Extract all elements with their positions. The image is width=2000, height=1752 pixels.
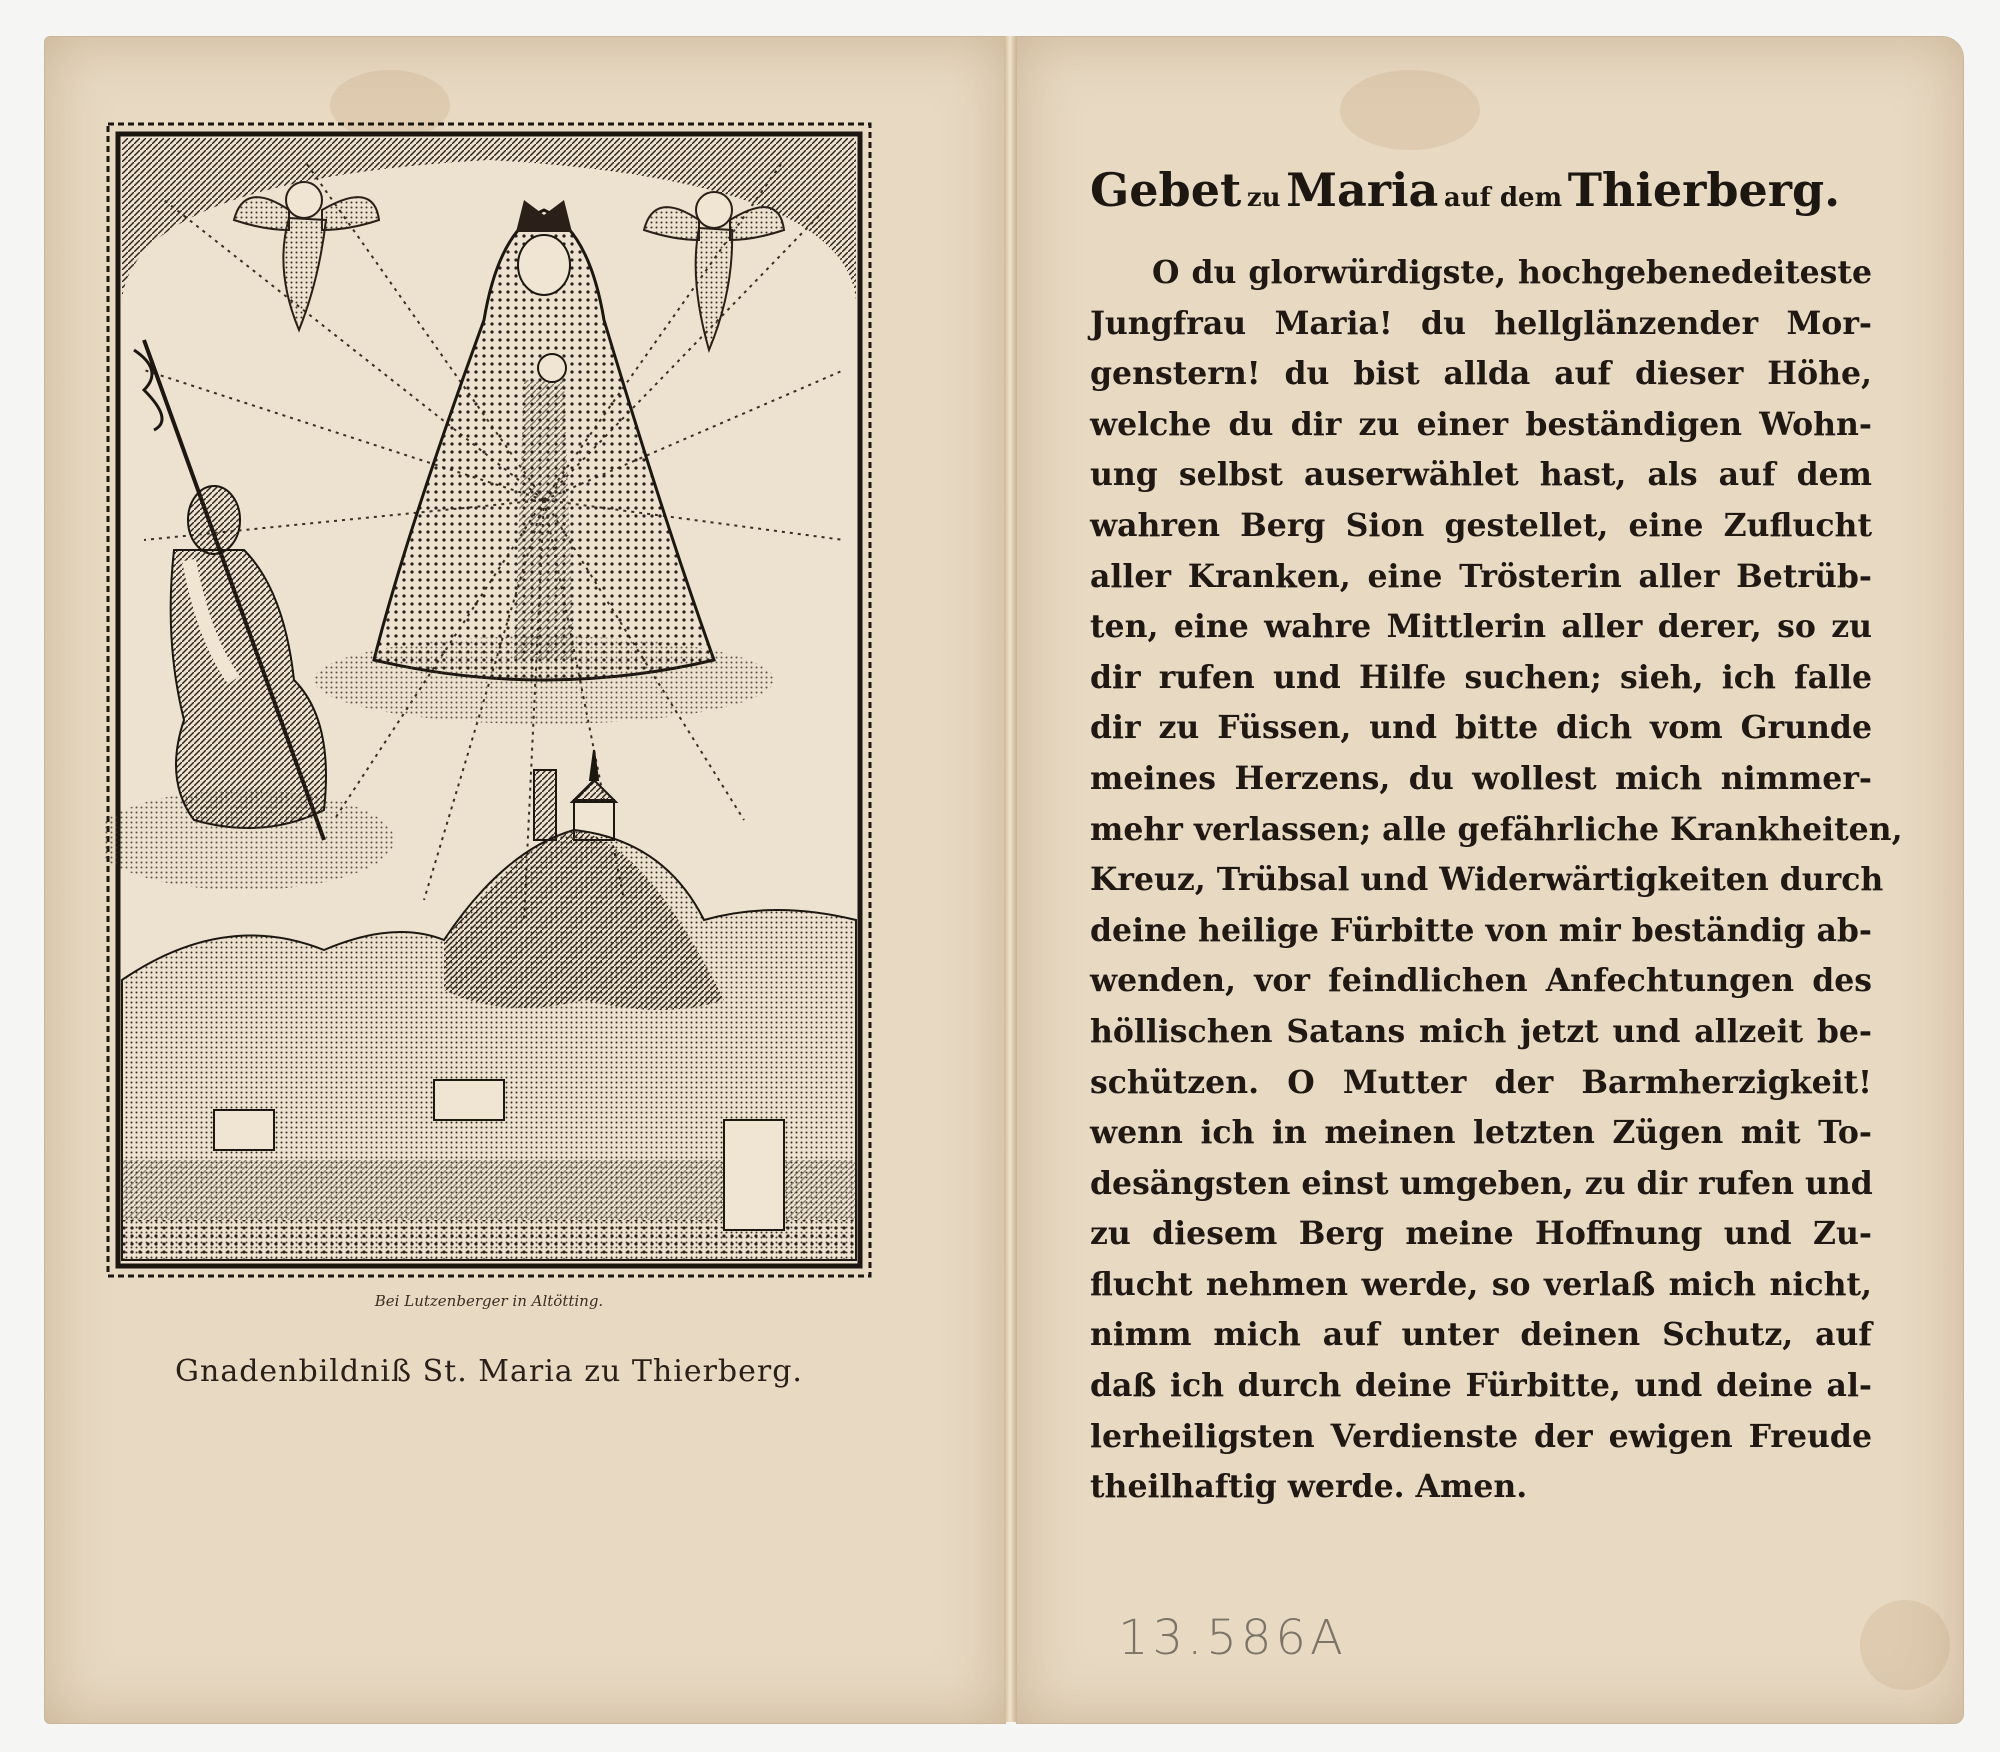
prayer-line: zu diesem Berg meine Hoffnung und Zu- (1090, 1215, 1872, 1253)
cloud (314, 636, 774, 724)
title-word: zu (1246, 183, 1281, 213)
prayer-line: deine heilige Fürbitte von mir beständig ab- (1090, 911, 1872, 949)
prayer-line: ten, eine wahre Mittlerin aller derer, so zu (1090, 608, 1872, 646)
image-caption: Gnadenbildniß St. Maria zu Thierberg. (175, 1354, 803, 1389)
title-word: Gebet (1090, 163, 1242, 217)
title-word: Thierberg. (1567, 163, 1841, 217)
title-word: auf dem (1443, 183, 1563, 213)
cloud (104, 790, 394, 890)
prayer-line: mehr verlassen; alle gefährliche Krankheiten, (1090, 810, 1903, 848)
prayer-line: wahren Berg Sion gestellet, eine Zuflucht (1090, 506, 1872, 544)
prayer-line: desängsten einst umgeben, zu dir rufen und (1090, 1164, 1873, 1202)
prayer-line: meines Herzens, du wollest mich nimmer- (1090, 759, 1872, 797)
prayer-line: Kreuz, Trübsal und Widerwärtigkeiten durch (1090, 861, 1884, 899)
prayer-title (1090, 160, 1870, 231)
title-word: Maria (1286, 163, 1439, 217)
prayer-line: aller Kranken, eine Trösterin aller Betrüb- (1090, 557, 1872, 595)
prayer-line: nimm mich auf unter deinen Schutz, auf (1090, 1316, 1872, 1354)
prayer-line: dir rufen und Hilfe suchen; sieh, ich falle (1090, 658, 1872, 696)
tower-ruin (724, 1120, 784, 1230)
prayer-line: wenden, vor feindlichen Anfechtungen des (1090, 962, 1872, 1000)
prayer-line: lerheiligsten Verdienste der ewigen Freude (1090, 1417, 1872, 1455)
prayer-text (1090, 248, 1903, 1513)
prayer-line: O du glorwürdigste, hochgebenedeiteste (1152, 254, 1872, 291)
prayer-line: ung selbst auserwählet hast, als auf dem (1090, 456, 1872, 494)
publisher-credit: Bei Lutzenberger in Altötting. (374, 1292, 604, 1310)
paper-stain (1860, 1600, 1950, 1690)
paper-stain (1340, 70, 1480, 150)
prayer-line: genstern! du bist allda auf dieser Höhe, (1090, 355, 1872, 393)
archive-number-handwritten: 13.586A (1118, 1610, 1347, 1666)
prayer-line: theilhaftig werde. Amen. (1090, 1468, 1528, 1506)
card-fold (1004, 36, 1016, 1722)
prayer-line: flucht nehmen werde, so verlaß mich nicht, (1090, 1265, 1872, 1303)
prayer-line: höllischen Satans mich jetzt und allzeit be- (1090, 1012, 1872, 1050)
prayer-line: dir zu Füssen, und bitte dich vom Grunde (1090, 709, 1872, 747)
village-house (434, 1080, 504, 1120)
prayer-line: wenn ich in meinen letzten Zügen mit To- (1090, 1114, 1872, 1152)
engraving-madonna-thierberg (104, 120, 874, 1280)
prayer-line: schützen. O Mutter der Barmherzigkeit! (1090, 1063, 1872, 1101)
prayer-line: daß ich durch deine Fürbitte, und deine al- (1090, 1367, 1872, 1405)
village-house (214, 1110, 274, 1150)
prayer-line: welche du dir zu einer beständigen Wohn- (1090, 405, 1872, 443)
engraving-illustration (104, 120, 874, 1280)
prayer-line: Jungfrau Maria! du hellglänzender Mor- (1090, 304, 1872, 342)
